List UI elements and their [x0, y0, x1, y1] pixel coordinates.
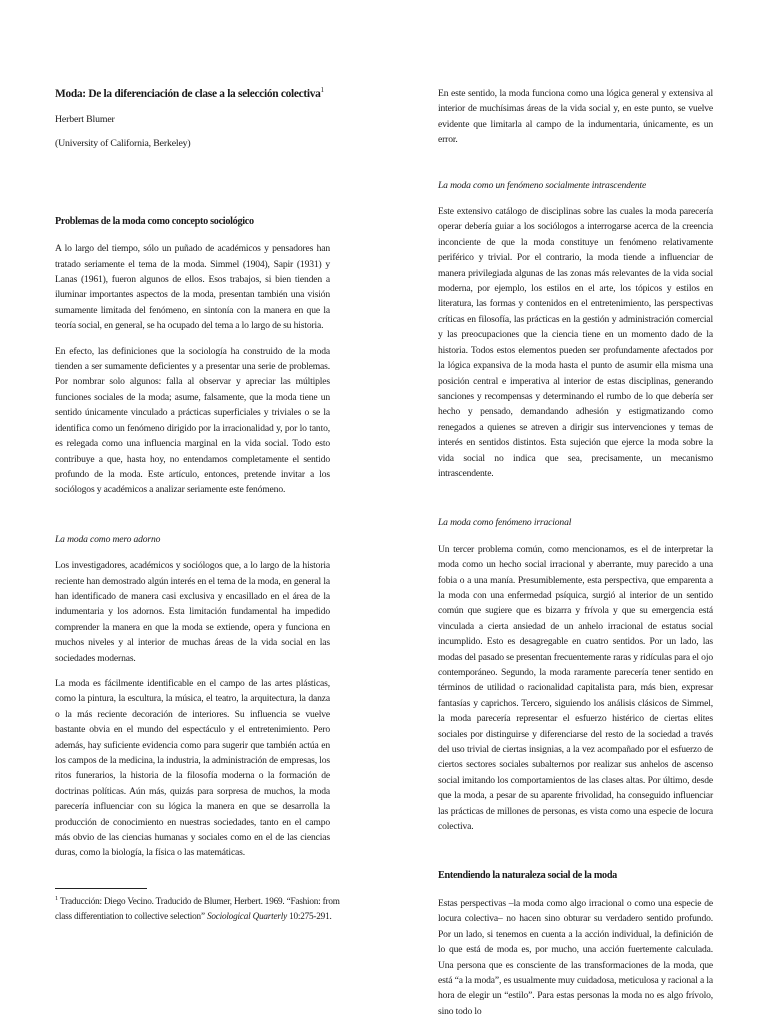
paragraph: A lo largo del tiempo, sólo un puñado de académicos y pensadores han tratado seriamente el tema de la moda. Simmel (1904), Sapir (1931) y Lanas (1961), fueron algunos de ellos. Esos trabajos, si bien tienden a iluminar importantes aspectos de la moda, presentan también una visión sumamente limitada del fenómeno, en sintonía con la manera en que la teoría social, en general, se ha ocupado del tema a lo largo de su historia. — [55, 243, 330, 332]
paragraph: La moda es fácilmente identificable en el campo de las artes plásticas, como la pintura, la escultura, la música, el teatro, la arquitectura, la danza o la más reciente decoración de interiores. Su influencia se vuelve bastante obvia en el mundo del espectáculo y el entretenimiento. Pero además, hay suficiente evidencia como para sugerir que también actúa en los campos de la medicina, la industria, la administración de empresas, los ritos funerarios, la historia de la filosofía moderna o la formación de doctrinas políticas. Aún más, quizás para sorpresa de muchos, la moda parecería influenciar con su lógica la manera en que se desarrolla la producción de conocimiento en nuestras sociedades, tanto en el campo más obvio de las ciencias humanas y sociales como en el de las ciencias duras, como la biología, la física o las matemáticas. — [55, 677, 330, 859]
left-column — [55, 84, 330, 871]
paragraph: Este extensivo catálogo de disciplinas sobre las cuales la moda parecería operar debería guiar a los sociólogos a interrogarse acerca de la creencia inconciente de que la moda constituye un fenómeno relativamente periférico y trivial. Por el contrario, la moda tiende a influenciar de manera privilegiada algunas de las zonas más relevantes de la vida social moderna, por ejemplo, los estilos en el arte, los tópicos y estilos en literatura, las formas y contenidos en el entretenimiento, las perspectivas críticas en filosofía, las prácticas en la gestión y administración comercial y las preocupaciones que la ciencia tiene en un momento dado de la historia. Todos estos elementos pueden ser profundamente afectados por la lógica expansiva de la moda hasta el punto de asumir ella misma una posición central e imperativa al interior de estas disciplinas, generando sanciones y recompensas y determinando el rumbo de lo que debería ser hecho y pensado, demandando adhesión y estigmatizando como renegados a quienes se atreven a dirigir sus intervenciones y temas de interés en sentidos distintos. Esta sujeción que ejerce la moda sobre la vida social no indica que sea, precisamente, un mecanismo intrascendente. — [438, 206, 713, 479]
paragraph: Estas perspectivas –la moda como algo irracional o como una especie de locura colectiva– no hacen sino obturar su verdadero sentido profundo. Por un lado, si tenemos en cuenta a la acción individual, la definición de lo que está de moda es, por mucho, una acción fuertemente calculada. Una persona que es consciente de las transformaciones de la moda, que está “a la moda”, es usualmente muy cuidadosa, meticulosa y racional a la hora de elegir un “estilo”. Para estas personas la moda no es algo frívolo, sino todo lo — [438, 897, 713, 1017]
footnote-pages: 10:275-291. — [289, 911, 332, 921]
footnote-journal: Sociological Quarterly — [206, 911, 287, 921]
subsection-heading: La moda como mero adorno — [55, 533, 161, 545]
article-title — [55, 87, 330, 102]
paragraph: En efecto, las definiciones que la sociología ha construido de la moda tienden a ser sumamente deficientes y a presentar una serie de problemas. Por nombrar solo algunos: falla al observar y apreciar las múltiples funciones sociales de la moda; asume, falsamente, que la moda tiene un sentido únicamente vinculado a prácticas superficiales y triviales o se la identifica como un fenómeno dirigido por la irracionalidad y, por lo tanto, es relegada como una influencia marginal en la vida social. Todo esto contribuye a que, hasta hoy, no entendamos completamente el sentido profundo de la moda. Este artículo, entonces, pretende invitar a los sociólogos y académicos a analizar seriamente este fenómeno. — [55, 345, 330, 496]
article-title-text: Moda: De la diferenciación de clase a la selección colectiva — [55, 88, 321, 100]
footnote-marker: 1 — [55, 894, 59, 902]
footnote-divider — [55, 888, 147, 889]
footnote-text: Traducción: Diego Vecino. Traducido de Blumer, Herbert. 1969. “Fashion: from class differentiation to collective selection” — [55, 896, 340, 921]
right-column — [438, 86, 713, 1029]
subsection-heading: La moda como un fenómeno socialmente intrascendente — [438, 179, 647, 191]
section-heading: Entendiendo la naturaleza social de la moda — [438, 870, 617, 882]
author-affiliation: (University of California, Berkeley) — [55, 138, 191, 150]
section-heading: Problemas de la moda como concepto sociológico — [55, 215, 254, 227]
title-footnote-marker[interactable]: 1 — [320, 86, 324, 95]
subsection-heading: La moda como fenómeno irracional — [438, 517, 572, 529]
footnote — [55, 894, 345, 924]
paragraph: Un tercer problema común, como mencionamos, es el de interpretar la moda como un hecho social irracional y aberrante, muy parecido a una fobia o a una manía. Presumiblemente, esta perspectiva, que emparenta a la moda con una enfermedad psíquica, surgió al interior de un sentido común que sugiere que es bizarra y frívola y que su emergencia está vinculada a cierta ansiedad de un anhelo irracional de estatus social incumplido. Esto es desagregable en cuatro sentidos. Por un lado, las modas del pasado se presentan frecuentemente raras y ridículas para el ojo contemporáneo. Segundo, la moda raramente parecería tener sentido en términos de utilidad o racionalidad capitalista para, más bien, expresar fantasías y caprichos. Tercero, siguiendo los análisis clásicos de Simmel, la moda parecería representar el esfuerzo histérico de ciertas elites sociales por distinguirse y diferenciarse del resto de la sociedad a través del uso trivial de ciertas insignias, a la vez acompañado por el esfuerzo de ciertos sectores sociales subalternos por realizar sus anhelos de ascenso social imitando los comportamientos de las clases altas. Por último, desde que la moda, a pesar de su aparente frivolidad, ha conseguido influenciar las prácticas de millones de personas, es vista como una especie de locura colectiva. — [438, 543, 713, 833]
paragraph: En este sentido, la moda funciona como una lógica general y extensiva al interior de muchísimas áreas de la vida social y, en este punto, se vuelve evidente que limitarla al campo de la indumentaria, únicamente, es un error. — [438, 88, 713, 146]
author-name: Herbert Blumer — [55, 114, 115, 125]
paragraph: Los investigadores, académicos y sociólogos que, a lo largo de la historia reciente han demostrado algún interés en el tema de la moda, en general la han identificado de manera casi exclusiva y encasillado en el área de la indumentaria y los adornos. Esta limitación fundamental ha impedido comprender la manera en que la moda se extiende, opera y funciona en muchos niveles y al interior de muchas áreas de la vida social en las sociedades modernas. — [55, 560, 330, 664]
